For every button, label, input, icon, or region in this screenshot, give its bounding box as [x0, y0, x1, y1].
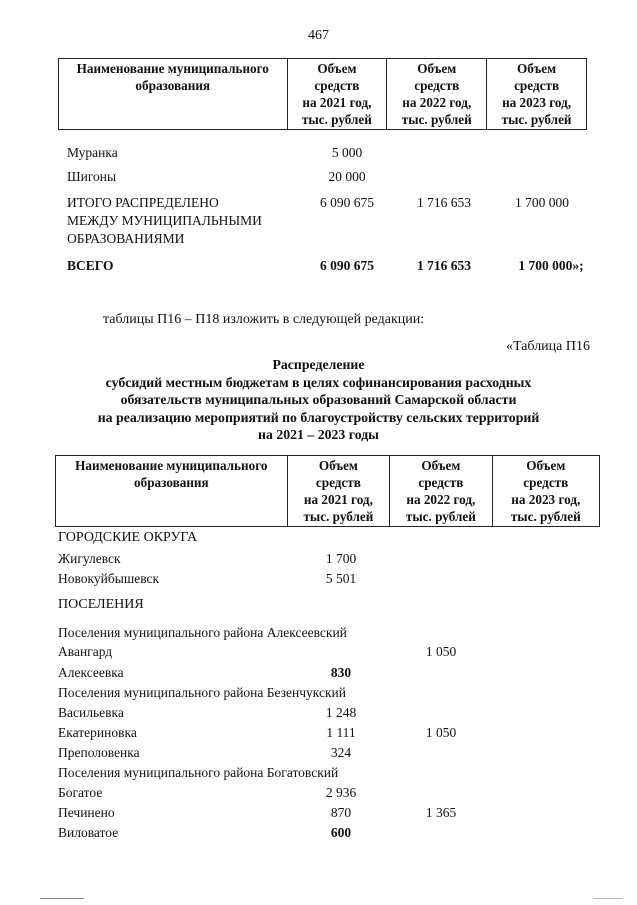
- row-name: Новокуйбышевск: [58, 571, 160, 586]
- title-line: обязательств муниципальных образований Самарской области: [120, 392, 517, 407]
- header-2022-cell: [390, 456, 492, 527]
- header-2022-line: Объем: [417, 61, 457, 76]
- itogo-value-2021: 6 090 675: [320, 195, 374, 210]
- header-2021-cell: [287, 59, 387, 130]
- header-name-cell: [59, 59, 288, 130]
- table1-header: [58, 58, 587, 130]
- header-2021-cell: [287, 456, 389, 527]
- table-title: [0, 356, 637, 444]
- row-value-2021: 5 000: [331, 145, 363, 160]
- header-2021-line: средств: [314, 78, 360, 93]
- itogo-value-2023: 1 700 000: [515, 195, 569, 210]
- row-name: Поселения муниципального района Алексеевский: [58, 625, 347, 640]
- row-value-2021: 1 248: [325, 705, 357, 720]
- row-value-2021: 5 501: [325, 571, 357, 586]
- header-2022-line: Объем: [421, 458, 461, 473]
- row-value-2021: 1 700: [325, 551, 357, 566]
- header-2022-line: на 2022 год,: [406, 492, 476, 507]
- row-name: Виловатое: [58, 825, 119, 840]
- header-2021-line: на 2021 год,: [303, 492, 373, 507]
- intro-text: таблицы П16 – П18 изложить в следующей редакции:: [103, 312, 425, 327]
- table-label: «Таблица П16: [506, 339, 590, 354]
- itogo-name-line: ОБРАЗОВАНИЯМИ: [67, 231, 185, 246]
- row-value-2021: 2 936: [325, 785, 357, 800]
- header-2021-line: Объем: [317, 61, 357, 76]
- row-value-2021: 870: [330, 805, 352, 820]
- row-name: ПОСЕЛЕНИЯ: [58, 597, 144, 612]
- row-name: Жигулевск: [58, 551, 121, 566]
- total-value-2023: 1 700 000»;: [518, 258, 584, 273]
- header-2023-line: тыс. рублей: [501, 112, 572, 127]
- row-name: Преполовенка: [58, 745, 140, 760]
- row-name: ГОРОДСКИЕ ОКРУГА: [58, 530, 198, 545]
- row-name: Печинено: [58, 805, 115, 820]
- header-2022-line: средств: [418, 475, 464, 490]
- page-number: 467: [308, 28, 329, 43]
- header-2023-line: средств: [514, 78, 560, 93]
- header-name-label: Наименование муниципального образования: [76, 61, 269, 93]
- total-value-2021: 6 090 675: [320, 258, 374, 273]
- row-name: Алексеевка: [58, 665, 124, 680]
- row-value-2022: 1 365: [425, 805, 457, 820]
- row-name: Поселения муниципального района Безенчукский: [58, 685, 346, 700]
- itogo-name-line: ИТОГО РАСПРЕДЕЛЕНО: [67, 195, 219, 210]
- title-line: на 2021 – 2023 годы: [258, 427, 379, 442]
- row-value-2021: 1 111: [326, 725, 356, 740]
- header-2023-line: Объем: [526, 458, 566, 473]
- row-value-2021: 600: [330, 825, 352, 840]
- itogo-row: [0, 194, 637, 248]
- header-2023-cell: [487, 59, 587, 130]
- itogo-name: [67, 194, 312, 248]
- header-2021-line: Объем: [318, 458, 358, 473]
- scan-artifact: [593, 898, 623, 899]
- row-value-2021: 20 000: [328, 169, 366, 184]
- total-value-2022: 1 716 653: [417, 258, 471, 273]
- header-2021-line: тыс. рублей: [301, 112, 372, 127]
- footer-divider: [40, 898, 84, 899]
- row-name: Богатое: [58, 785, 103, 800]
- row-value-2022: 1 050: [425, 725, 457, 740]
- row-name: Муранка: [67, 145, 118, 160]
- header-2021-line: на 2021 год,: [302, 95, 372, 110]
- header-name-cell: [56, 456, 288, 527]
- header-2022-cell: [387, 59, 487, 130]
- row-name: Екатериновка: [58, 725, 137, 740]
- row-name: Шигоны: [67, 169, 117, 184]
- title-line: на реализацию мероприятий по благоустройству сельских территорий: [97, 409, 540, 425]
- itogo-value-2022: 1 716 653: [417, 195, 471, 210]
- title-line: субсидий местным бюджетам в целях софинансирования расходных: [105, 374, 532, 390]
- header-2022-line: тыс. рублей: [401, 112, 472, 127]
- row-value-2021: 830: [330, 665, 352, 680]
- header-2023-line: на 2023 год,: [502, 95, 572, 110]
- table2-header: [55, 455, 600, 527]
- header-2022-line: тыс. рублей: [405, 509, 476, 524]
- row-name: Авангард: [58, 644, 113, 659]
- itogo-name-line: МЕЖДУ МУНИЦИПАЛЬНЫМИ: [67, 213, 262, 228]
- header-2023-cell: [492, 456, 599, 527]
- header-2022-line: на 2022 год,: [402, 95, 472, 110]
- row-name: Поселения муниципального района Богатовский: [58, 765, 339, 780]
- header-name-label: Наименование муниципального образования: [75, 458, 268, 490]
- row-value-2021: 324: [330, 745, 352, 760]
- header-2023-line: тыс. рублей: [510, 509, 581, 524]
- title-line: Распределение: [272, 357, 365, 372]
- header-2021-line: средств: [315, 475, 361, 490]
- header-2022-line: средств: [414, 78, 460, 93]
- header-2021-line: тыс. рублей: [303, 509, 374, 524]
- header-2023-line: Объем: [517, 61, 557, 76]
- total-name: ВСЕГО: [67, 258, 114, 273]
- row-value-2022: 1 050: [425, 644, 457, 659]
- row-name: Васильевка: [58, 705, 124, 720]
- header-2023-line: средств: [523, 475, 569, 490]
- header-2023-line: на 2023 год,: [511, 492, 581, 507]
